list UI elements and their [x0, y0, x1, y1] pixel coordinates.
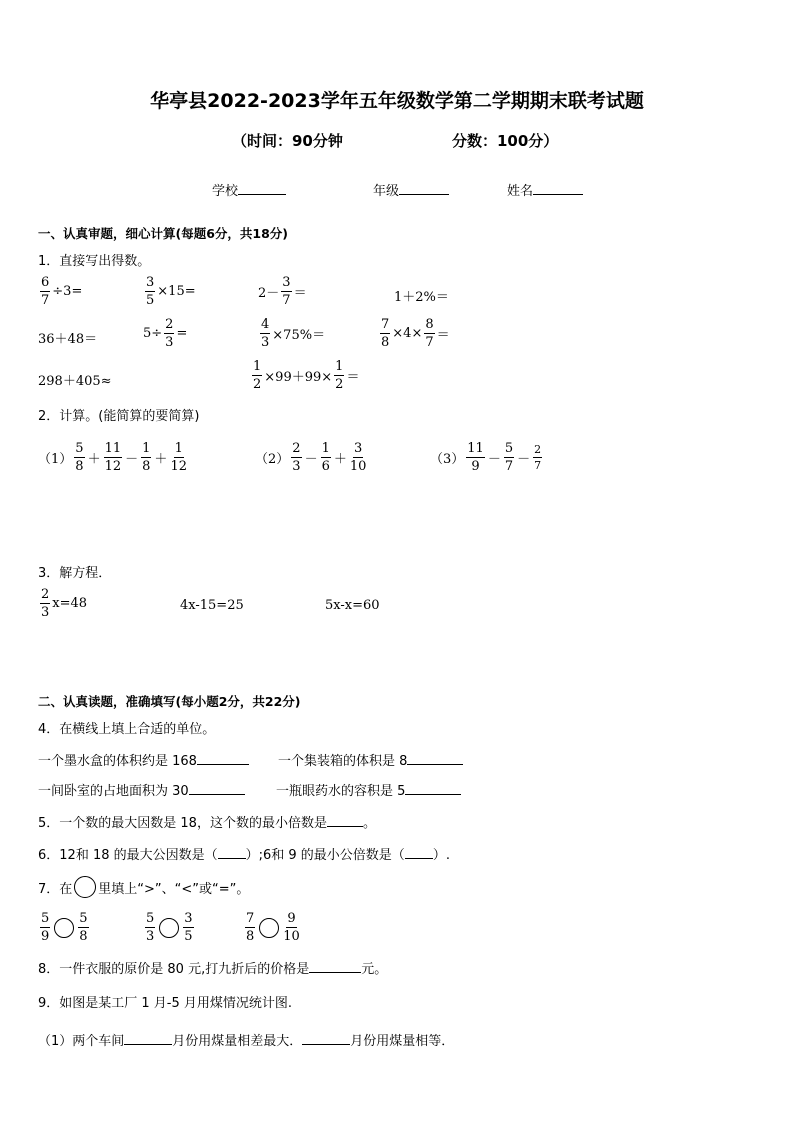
fraction: $\frac{11}{12}$	[104, 441, 122, 474]
fraction: $\frac{5}{8}$	[75, 441, 84, 474]
exam-score: 分数：100分）	[452, 132, 559, 150]
q1-expr-10: $\frac{1}{2}$ ×99＋99× $\frac{1}{2}$ ＝	[253, 359, 360, 392]
q9-prompt: 9．如图是某工厂 1 月-5 月用煤情况统计图.	[38, 996, 293, 1011]
compare-circle[interactable]	[159, 918, 179, 938]
q1-expr-2: $\frac{3}{5}$ ×15=	[146, 275, 196, 308]
fraction: $\frac{1}{2}$	[335, 359, 344, 392]
name-field	[507, 180, 583, 199]
answer-blank[interactable]	[197, 750, 249, 765]
q3-prompt: 3．解方程．	[38, 566, 112, 581]
fraction: $\frac{5}{3}$	[146, 911, 155, 944]
fraction: $\frac{8}{7}$	[425, 317, 434, 350]
fraction: $\frac{4}{3}$	[261, 317, 270, 350]
q4-item-b: 一个集装箱的体积是 8	[278, 750, 463, 769]
q1-expr-6: 5÷ $\frac{2}{3}$ =	[143, 317, 188, 350]
q1-expr-8: $\frac{7}{8}$ ×4× $\frac{8}{7}$ ＝	[381, 317, 450, 350]
answer-blank[interactable]	[124, 1030, 172, 1045]
q1-expr-4: 1＋2%＝	[394, 290, 449, 305]
fraction: $\frac{5}{9}$	[41, 911, 50, 944]
exam-time: （时间：90分钟	[232, 132, 343, 150]
fraction: $\frac{7}{8}$	[246, 911, 255, 944]
q5: 5．一个数的最大因数是 18，这个数的最小倍数是 。	[38, 812, 376, 831]
fraction: $\frac{2}{3}$	[292, 441, 301, 474]
name-input[interactable]	[533, 180, 583, 195]
q1-expr-5: 36＋48＝	[38, 332, 98, 347]
q4-item-d: 一瓶眼药水的容积是 5	[276, 780, 461, 799]
page-title: 华亭县2022-2023学年五年级数学第二学期期末联考试题	[150, 90, 644, 112]
fraction: $\frac{3}{5}$	[146, 275, 155, 308]
circle-icon	[74, 876, 96, 898]
answer-blank[interactable]	[405, 844, 433, 859]
q4-item-c: 一间卧室的占地面积为 30	[38, 780, 245, 799]
fraction: $\frac{5}{8}$	[79, 911, 88, 944]
grade-input[interactable]	[399, 180, 449, 195]
section-1-heading: 一、认真审题，细心计算(每题6分，共18分)	[38, 226, 289, 241]
q4-item-a: 一个墨水盒的体积约是 168	[38, 750, 249, 769]
fraction: $\frac{2}{3}$	[165, 317, 174, 350]
fraction: $\frac{3}{10}$	[349, 441, 367, 474]
answer-blank[interactable]	[309, 958, 361, 973]
grade-field	[373, 180, 449, 199]
q7-compare-3	[243, 912, 302, 943]
fraction: $\frac{2}{3}$	[41, 587, 50, 620]
q2-problem-3: （3） $\frac{11}{9}$ － $\frac{5}{7}$ － $\frac{2}{7}$	[430, 441, 542, 474]
name-label: 姓名	[507, 184, 534, 199]
fraction: $\frac{6}{7}$	[41, 275, 50, 308]
q1-expr-1: $\frac{6}{7}$ ÷3=	[41, 275, 83, 308]
q1-expr-9: 298＋405≈	[38, 374, 112, 389]
q2-problem-1: （1） $\frac{5}{8}$ ＋ $\frac{11}{12}$ － $\frac{1}{8}$ ＋ $\frac{1}{12}$	[38, 441, 187, 474]
q3-equation-3: 5x-x=60	[325, 598, 380, 613]
fraction: $\frac{1}{6}$	[321, 441, 330, 474]
answer-blank[interactable]	[189, 780, 245, 795]
answer-blank[interactable]	[218, 844, 246, 859]
q7-prompt: 7．在 里填上“>”、“<”或“=”。	[38, 876, 249, 898]
compare-circle[interactable]	[54, 918, 74, 938]
fraction: $\frac{1}{2}$	[253, 359, 262, 392]
q6: 6．12和 18 的最大公因数是（ ）;6和 9 的最小公倍数是（ ）.	[38, 844, 450, 863]
fraction: $\frac{5}{7}$	[504, 441, 514, 474]
answer-blank[interactable]	[302, 1030, 350, 1045]
q3-equation-1: $\frac{2}{3}$ x=48	[41, 587, 88, 620]
fraction: $\frac{7}{8}$	[381, 317, 390, 350]
compare-circle[interactable]	[259, 918, 279, 938]
q9-sub-1: （1）两个车间 月份用煤量相差最大． 月份用煤量相等．	[38, 1030, 454, 1049]
q3-equation-2: 4x-15=25	[180, 598, 244, 613]
q1-expr-3: 2－ $\frac{3}{7}$ ＝	[258, 275, 307, 308]
answer-blank[interactable]	[327, 812, 363, 827]
school-input[interactable]	[238, 180, 286, 195]
q1-prompt: 1．直接写出得数。	[38, 254, 151, 269]
q7-compare-1	[38, 912, 91, 943]
fraction: $\frac{9}{10}$	[283, 911, 300, 944]
fraction: $\frac{1}{8}$	[142, 441, 151, 474]
answer-blank[interactable]	[405, 780, 461, 795]
answer-blank[interactable]	[407, 750, 463, 765]
school-field	[212, 180, 286, 199]
fraction: $\frac{3}{7}$	[282, 275, 291, 308]
q8: 8．一件衣服的原价是 80 元,打九折后的价格是 元。	[38, 958, 387, 977]
school-label: 学校	[212, 184, 239, 199]
grade-label: 年级	[373, 184, 400, 199]
fraction: $\frac{3}{5}$	[184, 911, 193, 944]
q2-problem-2: （2） $\frac{2}{3}$ － $\frac{1}{6}$ ＋ $\frac{3}{10}$	[255, 441, 367, 474]
q7-compare-2	[143, 912, 196, 943]
fraction: $\frac{1}{12}$	[170, 441, 187, 474]
section-2-heading: 二、认真读题，准确填写(每小题2分，共22分)	[38, 694, 301, 709]
q4-prompt: 4．在横线上填上合适的单位。	[38, 722, 216, 737]
q2-prompt: 2．计算。(能简算的要简算)	[38, 409, 200, 424]
fraction: $\frac{11}{9}$	[467, 441, 484, 474]
fraction: $\frac{2}{7}$	[534, 443, 542, 472]
q1-expr-7: $\frac{4}{3}$ ×75%＝	[261, 317, 326, 350]
